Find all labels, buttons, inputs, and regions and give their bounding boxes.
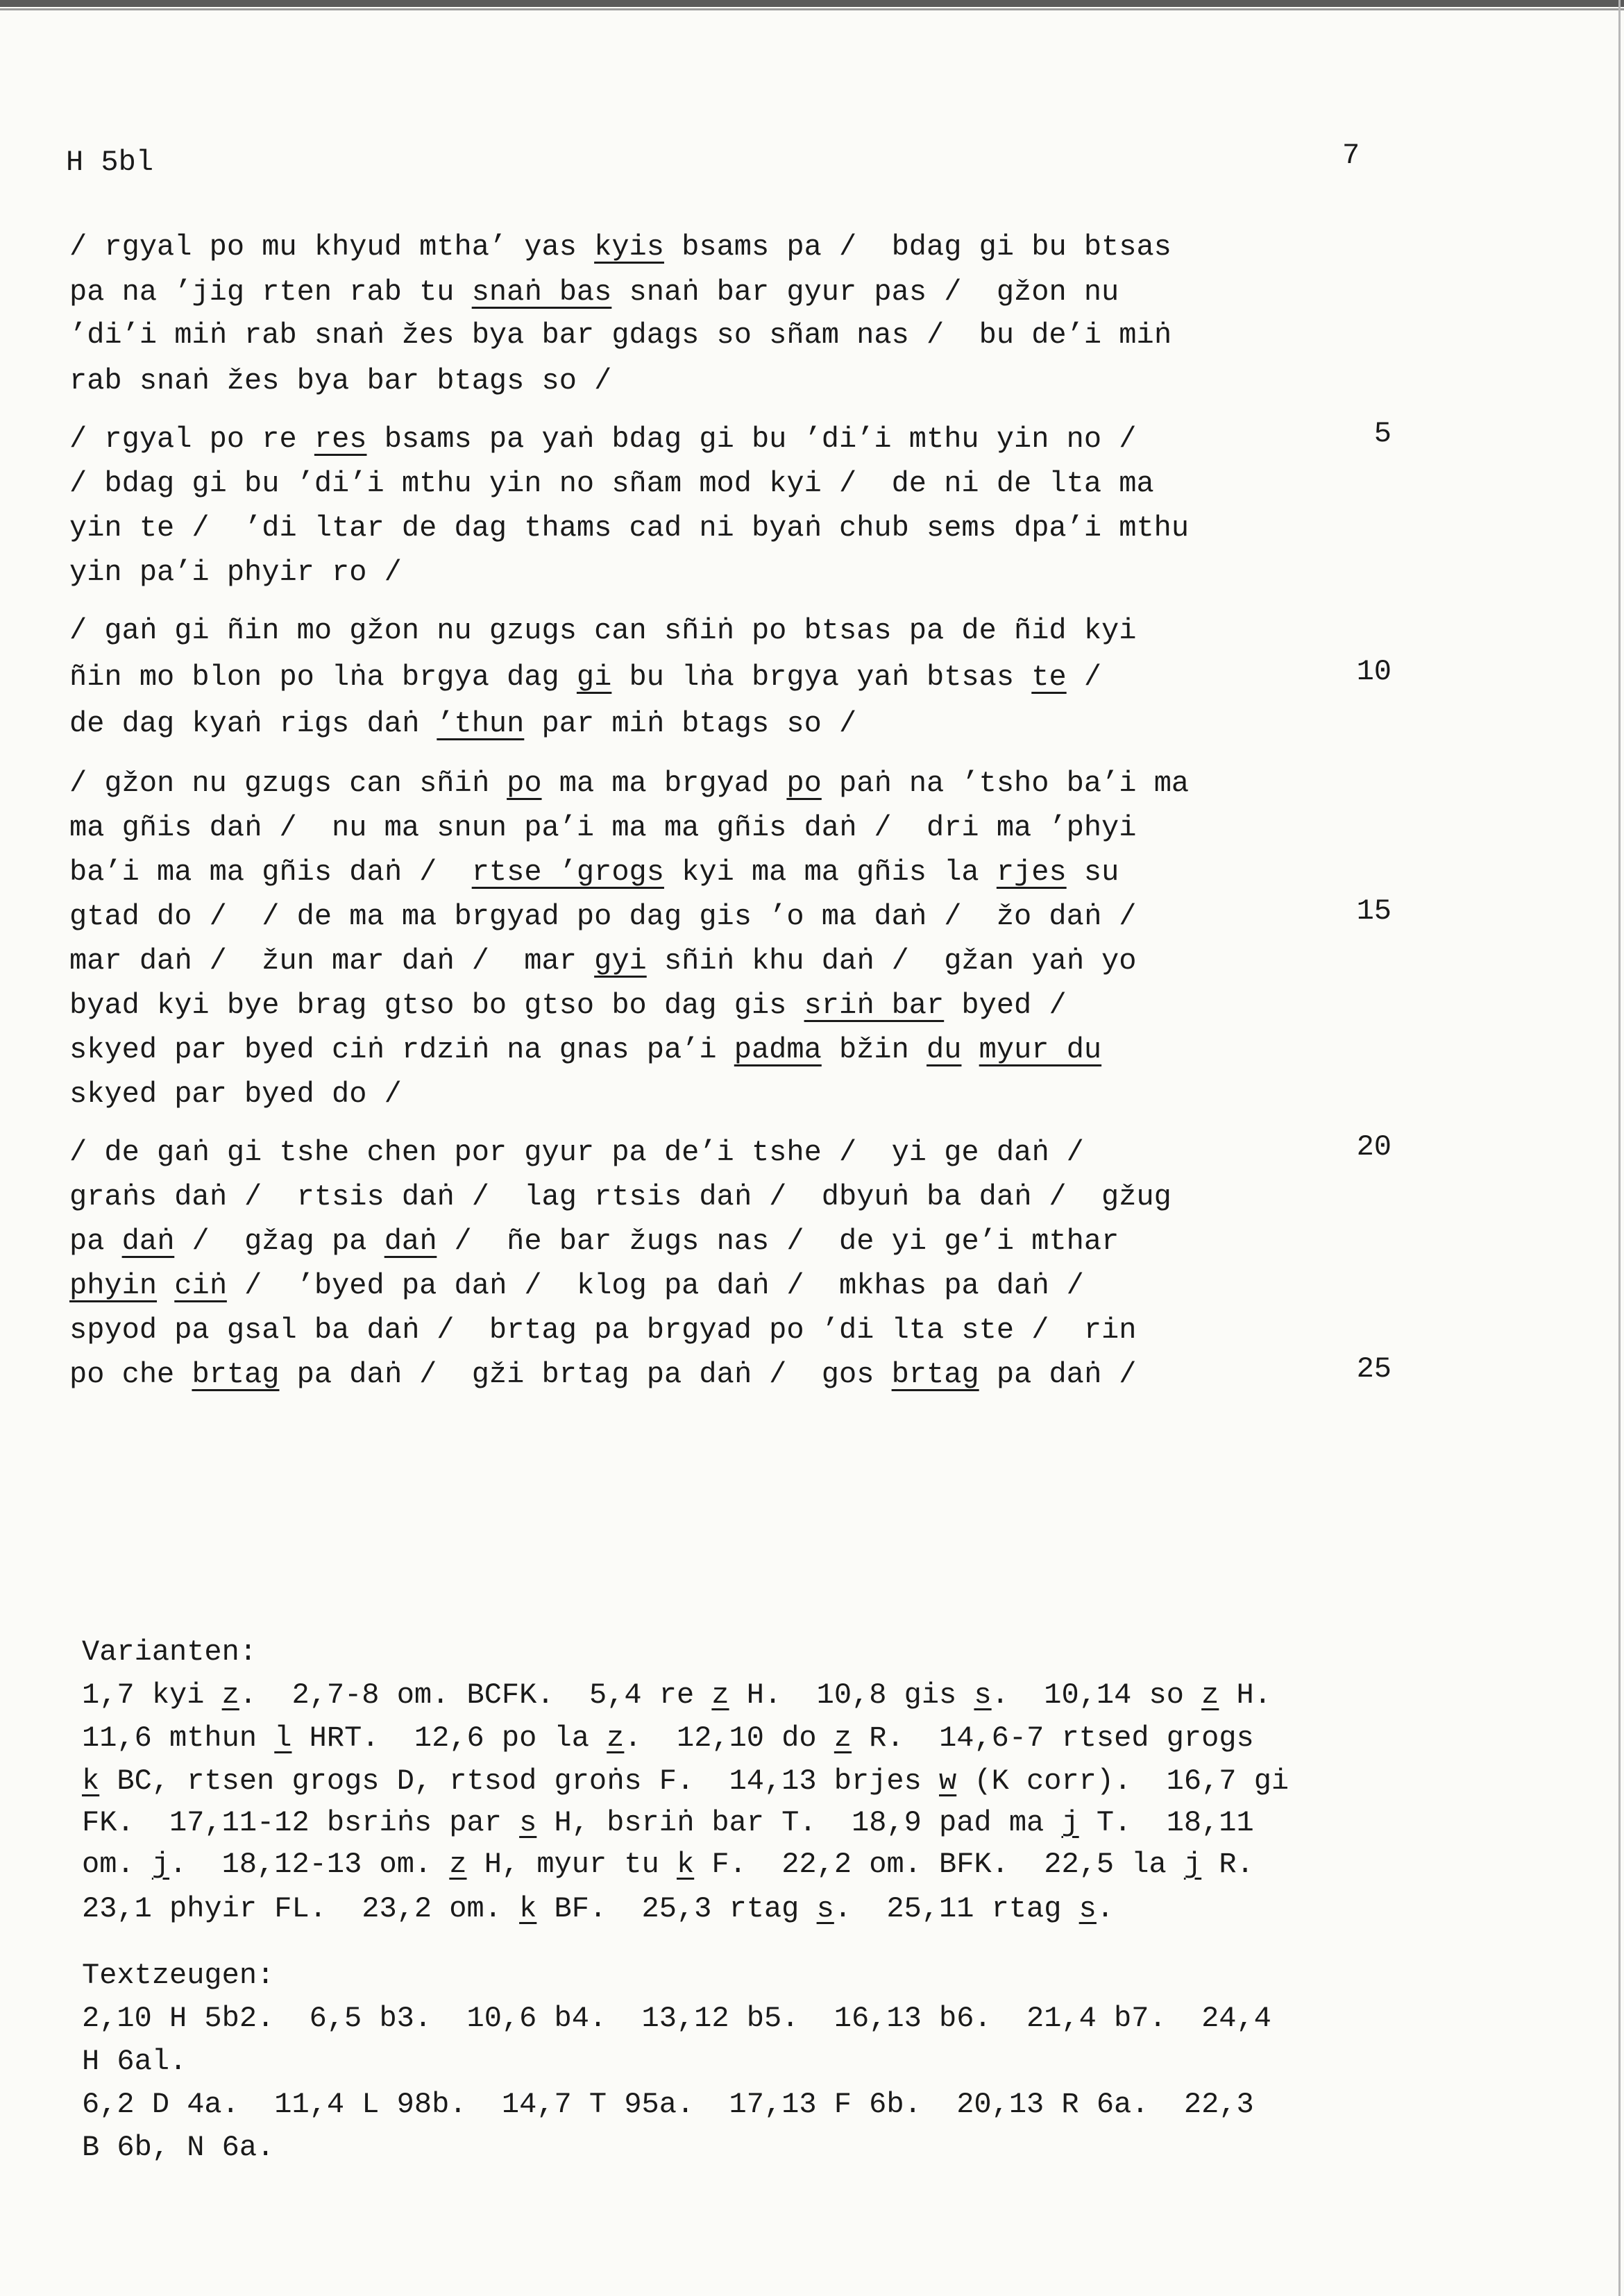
text-run: bsams pa yaṅ bdag gi bu ’di’i mthu yin no / <box>366 423 1137 456</box>
text-line <box>69 425 1319 454</box>
text-run: sñiṅ khu daṅ / gžan yaṅ yo <box>646 944 1137 978</box>
variant-line <box>82 1764 1574 1798</box>
underlined-word: s <box>1079 1892 1097 1925</box>
text-run: su <box>1066 856 1119 889</box>
variant-line <box>82 1894 1574 1923</box>
underlined-word: daṅ <box>121 1225 175 1258</box>
witness-line <box>82 2004 1574 2033</box>
underlined-word: z <box>834 1721 852 1755</box>
underlined-word: z <box>607 1721 625 1755</box>
underlined-word: res <box>314 423 367 456</box>
text-run: / gaṅ gi ñin mo gžon nu gzugs can sñiṅ po btsas pa de ñid kyi <box>69 614 1137 647</box>
text-run: pa na ’jig rten rab tu <box>69 275 472 309</box>
text-run: . 25,11 rtag <box>834 1892 1079 1925</box>
underlined-word: ciṅ <box>174 1269 227 1302</box>
text-run: / de gaṅ gi tshe chen por gyur pa de’i tshe / yi ge daṅ / <box>69 1136 1084 1169</box>
text-run: . 18,12-13 om. <box>169 1848 450 1881</box>
text-line <box>69 469 1319 498</box>
underlined-word: gi <box>576 661 612 694</box>
text-run: bsams pa / bdag gi bu btsas <box>663 230 1172 264</box>
text-run <box>961 1033 979 1066</box>
text-run: 11,6 mthun <box>82 1721 275 1755</box>
text-run: . 10,14 so <box>991 1678 1202 1712</box>
underlined-word: daṅ <box>384 1225 437 1258</box>
underlined-word: j <box>1061 1806 1079 1839</box>
text-run: byed / <box>944 989 1067 1022</box>
text-run: om. <box>82 1848 152 1881</box>
line-number: 25 <box>1356 1352 1392 1386</box>
witness-line <box>82 2090 1574 2119</box>
variant-line <box>82 1678 1574 1712</box>
text-run: / rgyal po re <box>69 423 314 456</box>
text-line <box>69 1180 1319 1214</box>
text-run: ’di’i miṅ rab snaṅ žes bya bar gdags so sñam nas / bu de’i miṅ <box>69 318 1172 352</box>
underlined-word: du <box>927 1033 962 1066</box>
text-run: bžin <box>821 1033 927 1066</box>
text-run: B 6b, N 6a. <box>82 2131 275 2164</box>
underlined-word: brtag <box>891 1358 979 1391</box>
text-line <box>69 663 1319 692</box>
underlined-word: po <box>786 767 822 800</box>
underlined-word: z <box>711 1678 729 1712</box>
text-run: ma ma brgyad <box>541 767 787 800</box>
top-border <box>0 0 1624 7</box>
underlined-word: brtag <box>192 1358 280 1391</box>
text-run: / bdag gi bu ’di’i mthu yin no sñam mod kyi / de ni de lta ma <box>69 467 1154 500</box>
underlined-word: kyis <box>594 230 664 264</box>
text-run: R. <box>1201 1848 1254 1881</box>
text-run: ba’i ma ma gñis daṅ / <box>69 856 472 889</box>
text-line <box>69 858 1319 887</box>
text-line <box>69 558 1319 587</box>
underlined-word: myur du <box>979 1033 1102 1066</box>
text-run: BC, rtsen grogs D, rtsod groṅs F. 14,13 brjes <box>99 1764 940 1798</box>
text-run: mar daṅ / žun mar daṅ / mar <box>69 944 595 978</box>
text-run: FK. 17,11-12 bsriṅs par <box>82 1806 520 1839</box>
text-run: H. <box>1219 1678 1271 1712</box>
text-run: H. 10,8 gis <box>729 1678 974 1712</box>
witness-line <box>82 2133 1574 2162</box>
text-run: snaṅ bar gyur pas / gžon nu <box>611 275 1119 309</box>
underlined-word: te <box>1031 661 1067 694</box>
underlined-word: rtse ’grogs <box>471 856 664 889</box>
text-run: 1,7 kyi <box>82 1678 222 1712</box>
text-run: ma gñis daṅ / nu ma snun pa’i ma ma gñis daṅ / dri ma ’phyi <box>69 811 1137 844</box>
text-run: HRT. 12,6 po la <box>291 1721 607 1755</box>
text-run: po che <box>69 1358 192 1391</box>
text-line <box>69 1313 1319 1347</box>
variant-line <box>82 1850 1574 1879</box>
underlined-word: po <box>507 767 542 800</box>
text-line <box>69 1271 1319 1300</box>
text-run: T. 18,11 <box>1079 1806 1254 1839</box>
text-run: . 12,10 do <box>624 1721 834 1755</box>
text-run: spyod pa gsal ba daṅ / brtag pa brgyad po ’di lta ste / rin <box>69 1313 1137 1347</box>
line-number: 5 <box>1373 417 1392 450</box>
text-line <box>69 1360 1319 1389</box>
text-run: . 2,7-8 om. BCFK. 5,4 re <box>239 1678 712 1712</box>
text-run: pa daṅ / gži brtag pa daṅ / gos <box>279 1358 892 1391</box>
text-run: paṅ na ’tsho ba’i ma <box>821 767 1190 800</box>
text-run: ñin mo blon po lṅa brgya dag <box>69 661 577 694</box>
underlined-word: k <box>82 1764 100 1798</box>
text-run: / ’byed pa daṅ / klog pa daṅ / mkhas pa daṅ / <box>226 1269 1084 1302</box>
line-number: 10 <box>1356 655 1392 688</box>
underlined-word: rjes <box>996 856 1067 889</box>
text-run: / gžon nu gzugs can sñiṅ <box>69 767 507 800</box>
variants-heading: Varianten: <box>82 1635 257 1669</box>
page-edge <box>1618 0 1621 2296</box>
text-line <box>69 991 1319 1020</box>
text-run: yin te / ’di ltar de dag thams cad ni byaṅ chub sems dpa’i mthu <box>69 511 1190 545</box>
text-run: pa <box>69 1225 122 1258</box>
underlined-word: gyi <box>594 944 647 978</box>
variant-line <box>82 1721 1574 1755</box>
text-run: BF. 25,3 rtag <box>536 1892 817 1925</box>
text-run: par miṅ btags so / <box>524 707 857 740</box>
text-run: gtad do / / de ma ma brgyad po dag gis ’o ma daṅ / žo daṅ / <box>69 900 1137 933</box>
underlined-word: j <box>151 1848 170 1881</box>
text-run: H, bsriṅ bar T. 18,9 pad ma <box>536 1806 1062 1839</box>
page-number: 7 <box>1342 139 1360 172</box>
text-line <box>69 1035 1319 1064</box>
underlined-word: z <box>449 1848 467 1881</box>
text-run <box>157 1269 174 1302</box>
text-run: skyed par byed ciṅ rdziṅ na gnas pa’i <box>69 1033 734 1066</box>
text-run: bu lṅa brgya yaṅ btsas <box>611 661 1032 694</box>
variant-line <box>82 1808 1574 1837</box>
underlined-word: k <box>519 1892 537 1925</box>
underlined-word: snaṅ bas <box>471 275 612 309</box>
text-run: graṅs daṅ / rtsis daṅ / lag rtsis daṅ / dbyuṅ ba daṅ / gžug <box>69 1180 1172 1214</box>
text-run: F. 22,2 om. BFK. 22,5 la <box>694 1848 1184 1881</box>
text-line <box>69 709 1319 738</box>
line-number: 15 <box>1356 894 1392 928</box>
text-line <box>69 1138 1319 1167</box>
text-line <box>69 232 1319 262</box>
text-line <box>69 813 1319 842</box>
underlined-word: s <box>816 1892 834 1925</box>
text-run: R. 14,6-7 rtsed grogs <box>852 1721 1254 1755</box>
text-run: (K corr). 16,7 gi <box>956 1764 1289 1798</box>
underlined-word: s <box>974 1678 992 1712</box>
text-run: skyed par byed do / <box>69 1078 402 1111</box>
text-line <box>69 769 1319 798</box>
text-run: kyi ma ma gñis la <box>663 856 997 889</box>
underlined-word: z <box>1201 1678 1219 1712</box>
text-line <box>69 902 1319 931</box>
text-run: H 6al. <box>82 2045 187 2078</box>
folio-reference: H 5bl <box>66 146 154 179</box>
text-run: de dag kyaṅ rigs daṅ <box>69 707 437 740</box>
text-line <box>69 366 1319 396</box>
underlined-word: w <box>939 1764 957 1798</box>
underlined-word: phyin <box>69 1269 158 1302</box>
text-line <box>69 946 1319 976</box>
line-number: 20 <box>1356 1130 1392 1164</box>
text-run: / gžag pa <box>174 1225 384 1258</box>
text-run: 23,1 phyir FL. 23,2 om. <box>82 1892 520 1925</box>
text-run: pa daṅ / <box>979 1358 1137 1391</box>
text-run: . <box>1096 1892 1115 1925</box>
text-line <box>69 513 1319 543</box>
text-run: / <box>1066 661 1102 694</box>
text-line <box>69 318 1319 352</box>
text-line <box>69 1080 1319 1109</box>
text-run: / rgyal po mu khyud mtha’ yas <box>69 230 595 264</box>
text-line <box>69 1227 1319 1256</box>
witness-line <box>82 2047 1574 2076</box>
text-run: byad kyi bye brag gtso bo gtso bo dag gis <box>69 989 804 1022</box>
text-line <box>69 275 1319 309</box>
witnesses-heading: Textzeugen: <box>82 1959 275 1992</box>
underlined-word: padma <box>734 1033 822 1066</box>
underlined-word: s <box>519 1806 537 1839</box>
underlined-word: z <box>221 1678 239 1712</box>
text-run: rab snaṅ žes bya bar btags so / <box>69 364 612 398</box>
text-run: / ñe bar žugs nas / de yi ge’i mthar <box>437 1225 1119 1258</box>
text-run: H, myur tu <box>466 1848 677 1881</box>
top-border-thin <box>0 8 1624 10</box>
underlined-word: k <box>676 1848 695 1881</box>
underlined-word: j <box>1183 1848 1202 1881</box>
text-run: yin pa’i phyir ro / <box>69 556 402 589</box>
text-run: 6,2 D 4a. 11,4 L 98b. 14,7 T 95a. 17,13 F 6b. 20,13 R 6a. 22,3 <box>82 2088 1254 2121</box>
underlined-word: sriṅ bar <box>804 989 945 1022</box>
text-run: 2,10 H 5b2. 6,5 b3. 10,6 b4. 13,12 b5. 16,13 b6. 21,4 b7. 24,4 <box>82 2002 1271 2035</box>
underlined-word: l <box>274 1721 292 1755</box>
text-line <box>69 616 1319 645</box>
underlined-word: ’thun <box>437 707 525 740</box>
